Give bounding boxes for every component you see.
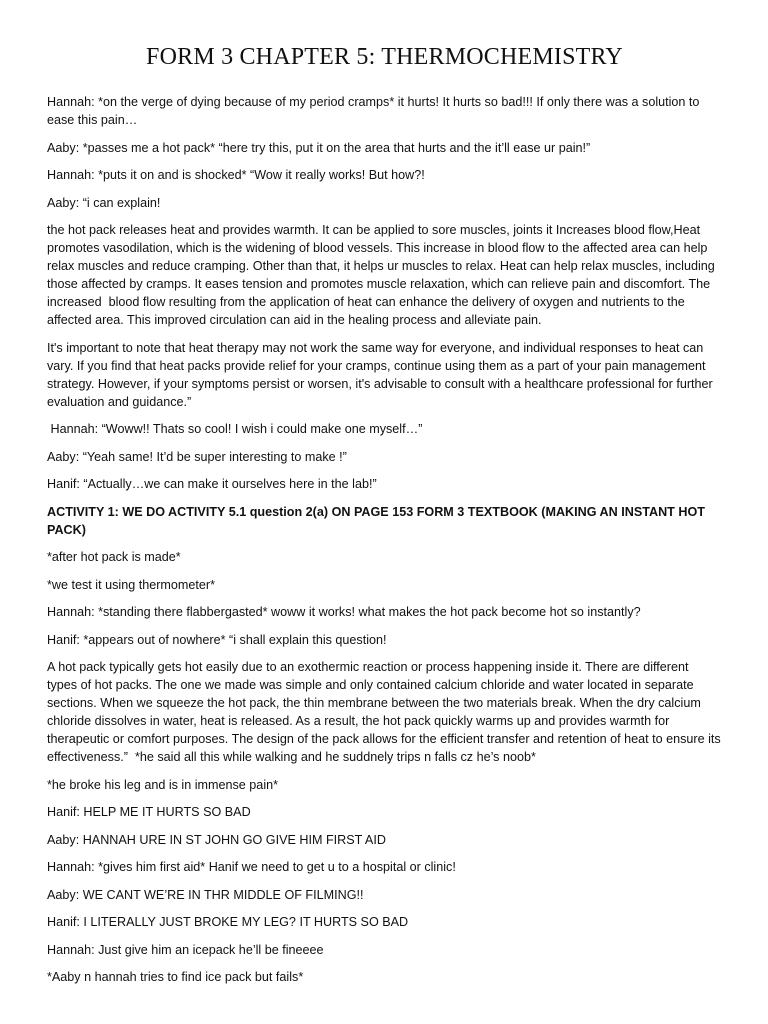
paragraph-hannah-shocked: Hannah: *puts it on and is shocked* “Wow it really works! But how?! [47, 168, 425, 182]
paragraph-aaby-filming: Aaby: WE CANT WE’RE IN THR MIDDLE OF FILMING!! [47, 887, 364, 902]
document-title: FORM 3 CHAPTER 5: THERMOCHEMISTRY [146, 44, 623, 70]
paragraph-hanif-appears: Hanif: *appears out of nowhere* “i shall explain this question! [47, 632, 387, 647]
paragraph-hot-pack-made: *after hot pack is made* [47, 550, 181, 564]
paragraph-exothermic-explanation: A hot pack typically gets hot easily due to an exothermic reaction or process happening inside it. There are different types of hot packs. The one we made was simple and only contained calcium chloride and water located in separate sections. When we squeeze the hot pack, the thin membrane between the two materials break. When the dry calcium chloride dissolves in water, heat is released. As a result, the hot pack quickly warms up and provides warmth for therapeutic or comfort purposes. The design of the pack allows for the efficient transfer and retention of heat to ensure its effectiveness.” *he said all this while walking and he suddnely trips n falls cz he’s noob* [47, 660, 725, 764]
paragraph-hannah-woww: Hannah: “Woww!! Thats so cool! I wish i could make one myself…” [47, 422, 423, 436]
paragraph-aaby-hot-pack: Aaby: *passes me a hot pack* “here try this, put it on the area that hurts and the it’ll ease ur pain!” [47, 140, 591, 155]
paragraph-hanif-help: Hanif: HELP ME IT HURTS SO BAD [47, 805, 251, 819]
paragraph-hanif-lab: Hanif: “Actually…we can make it ourselves here in the lab!” [47, 477, 377, 491]
paragraph-hannah-cramps: Hannah: *on the verge of dying because of my period cramps* it hurts! It hurts so bad!!! If only there was a solution to ease this pain… [47, 95, 703, 127]
paragraph-broken-leg: *he broke his leg and is in immense pain* [47, 777, 279, 792]
paragraph-heat-explanation: the hot pack releases heat and provides warmth. It can be applied to sore muscles, joints it Increases blood flow,Heat promotes vasodilation, which is the widening of blood vessels. This increase in blood flow to the affected area can help relax muscles and reduce cramping. Other than that, it helps ur muscles to relax. Heat can help relax muscles, including those affected by cramps. It eases tension and promotes muscle relaxation, which can relieve pain and discomfort. The increased blood flow resulting from the application of heat can enhance the delivery of oxygen and nutrients to the affected area. This improved circulation can aid in the healing process and alleviate pain. [47, 223, 719, 327]
paragraph-hanif-broke-leg: Hanif: I LITERALLY JUST BROKE MY LEG? IT HURTS SO BAD [47, 915, 409, 929]
paragraph-hannah-flabbergasted: Hannah: *standing there flabbergasted* woww it works! what makes the hot pack become hot so instantly? [47, 605, 641, 619]
paragraph-hannah-icepack: Hannah: Just give him an icepack he’ll be fineeee [47, 942, 324, 957]
activity-heading: ACTIVITY 1: WE DO ACTIVITY 5.1 question 2(a) ON PAGE 153 FORM 3 TEXTBOOK (MAKING AN INSTANT HOT PACK) [47, 504, 709, 537]
paragraph-heat-therapy-note: It's important to note that heat therapy may not work the same way for everyone, and individual responses to heat can vary. If you find that heat packs provide relief for your cramps, continue using them as a part of your pain management strategy. However, if your symptoms persist or worsen, it's advisable to consult with a healthcare professional for further evaluation and guidance.” [47, 340, 717, 409]
paragraph-hannah-first-aid: Hannah: *gives him first aid* Hanif we need to get u to a hospital or clinic! [47, 860, 456, 874]
paragraph-thermometer-test: *we test it using thermometer* [47, 577, 215, 592]
paragraph-aaby-same: Aaby: “Yeah same! It’d be super interesting to make !” [47, 449, 347, 464]
paragraph-aaby-explain: Aaby: “i can explain! [47, 195, 161, 210]
paragraph-aaby-first-aid: Aaby: HANNAH URE IN ST JOHN GO GIVE HIM FIRST AID [47, 832, 386, 847]
paragraph-ice-pack-search: *Aaby n hannah tries to find ice pack but fails* [47, 970, 304, 984]
